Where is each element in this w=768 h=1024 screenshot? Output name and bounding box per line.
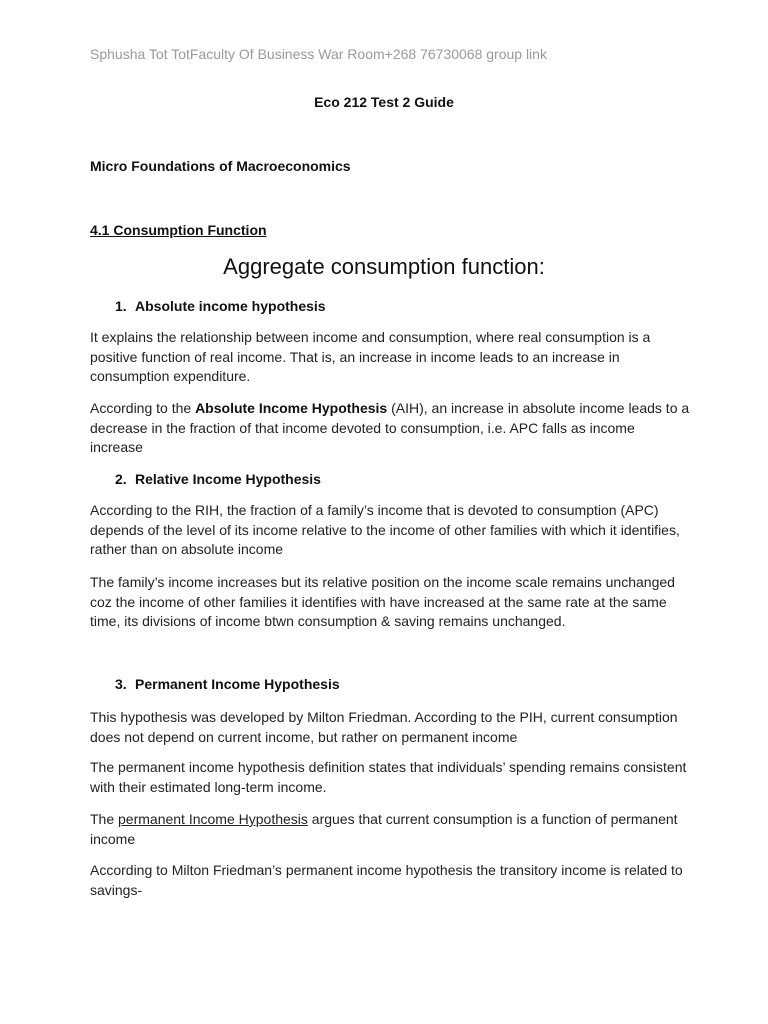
section-heading: 4.1 Consumption Function [90,222,267,238]
heading-permanent-income [115,676,340,692]
paragraph [90,399,690,458]
paragraph: According to the RIH, the fraction of a family’s income that is devoted to consumption (APC) depends of the level of its income relative to the income of other families with which it identifies, rather than on absolute income [90,502,680,557]
heading-text: Relative Income Hypothesis [135,471,321,487]
underlined-link[interactable]: permanent Income Hypothesis [118,811,308,827]
list-number: 2. [115,471,127,487]
paragraph: This hypothesis was developed by Milton Friedman. According to the PIH, current consumption does not depend on current income, but rather on permanent income [90,709,678,745]
paragraph: The family’s income increases but its relative position on the income scale remains unchanged coz the income of other families it identifies with have increased at the same rate at the same time, its divisions of income btwn consumption & saving remains unchanged. [90,574,675,629]
paragraph: The permanent income hypothesis definition states that individuals’ spending remains consistent with their estimated long-term income. [90,759,687,795]
list-number: 1. [115,298,127,314]
text-span: (AIH), an increase in absolute income leads to a decrease in the fraction of that income devoted to consumption, i.e. APC falls as income increase [90,400,690,455]
heading-absolute-income [115,298,326,314]
text-span: The [90,811,119,827]
paragraph: It explains the relationship between income and consumption, where real consumption is a positive function of real income. That is, an increase in income leads to an increase in consumption expenditure. [90,329,651,384]
paragraph: According to Milton Friedman’s permanent income hypothesis the transitory income is related to savings- [90,862,683,898]
topic-title: Micro Foundations of Macroeconomics [90,158,351,174]
main-heading: Aggregate consumption function: [223,254,545,279]
list-number: 3. [115,676,127,692]
text-span: argues that current consumption is a function of permanent income [90,811,678,847]
bold-term: Absolute Income Hypothesis [195,400,388,416]
heading-text: Absolute income hypothesis [135,298,326,314]
guide-title: Eco 212 Test 2 Guide [314,94,454,110]
heading-relative-income [115,471,321,487]
text-span: According to the [90,400,196,416]
paragraph [90,810,690,849]
page-header: Sphusha Tot TotFaculty Of Business War Room+268 76730068 group link [90,46,547,62]
heading-text: Permanent Income Hypothesis [135,676,340,692]
